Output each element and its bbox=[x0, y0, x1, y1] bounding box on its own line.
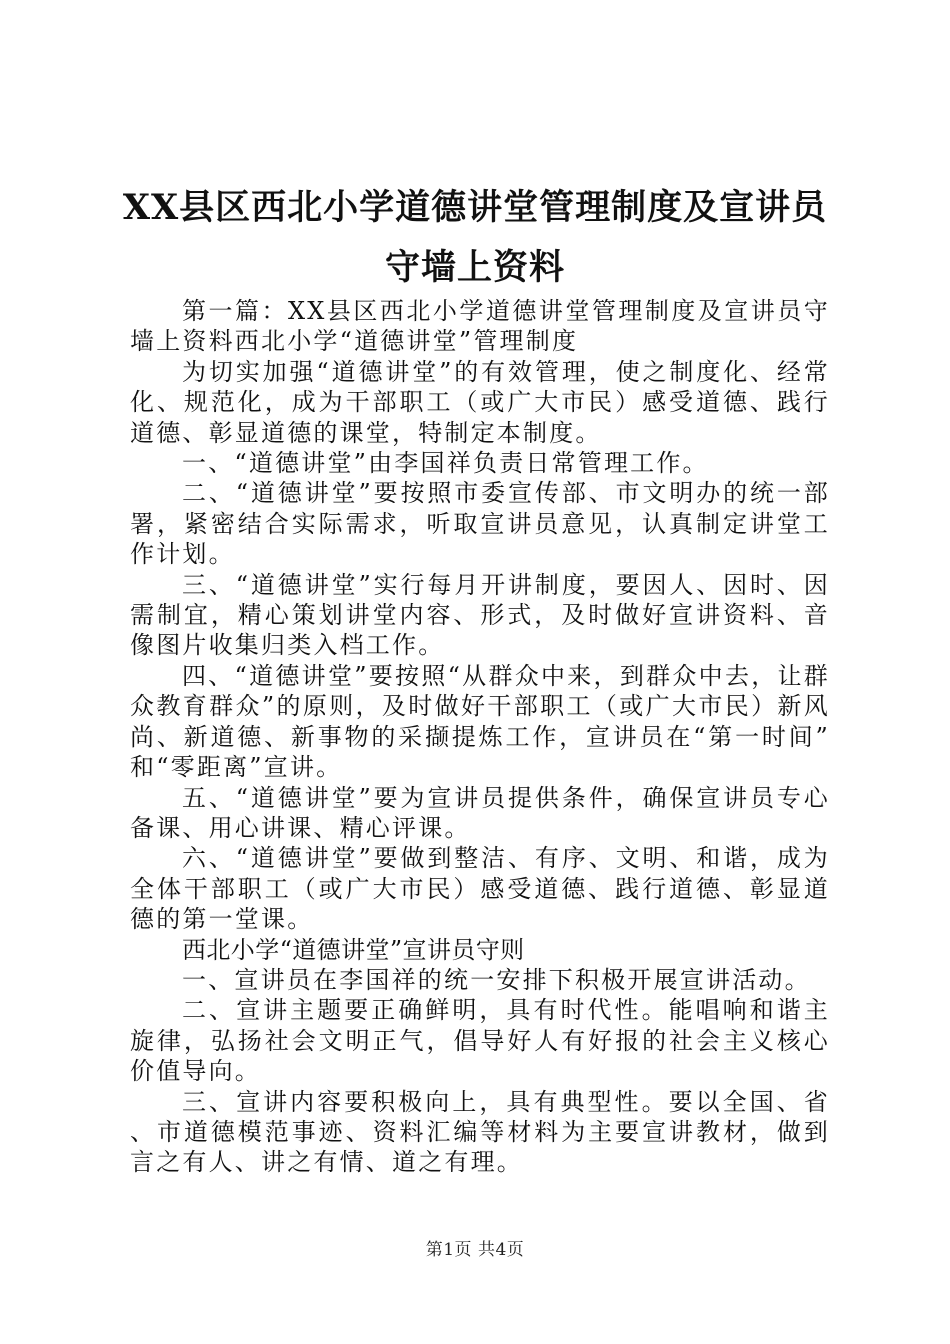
paragraph-rule-3: 三、“道德讲堂”实行每月开讲制度，要因人、因时、因需制宜，精心策划讲堂内容、形式，及时做好宣讲资料、音像图片收集归类入档工作。 bbox=[130, 570, 830, 660]
paragraph-speaker-rule-1: 一、宣讲员在李国祥的统一安排下积极开展宣讲活动。 bbox=[182, 965, 811, 994]
document-body bbox=[130, 296, 830, 1178]
section-heading-speaker-rules: 西北小学“道德讲堂”宣讲员守则 bbox=[182, 935, 525, 964]
paragraph-rule-4: 四、“道德讲堂”要按照“从群众中来，到群众中去，让群众教育群众”的原则，及时做好干部职工（或广大市民）新风尚、新道德、新事物的采撷提炼工作，宣讲员在“第一时间”和“零距离”宣讲。 bbox=[130, 661, 830, 782]
paragraph-rule-5: 五、“道德讲堂”要为宣讲员提供条件，确保宣讲员专心备课、用心讲课、精心评课。 bbox=[130, 783, 830, 842]
paragraph-speaker-rule-2: 二、宣讲主题要正确鲜明，具有时代性。能唱响和谐主旋律，弘扬社会文明正气，倡导好人有好报的社会主义核心价值导向。 bbox=[130, 996, 830, 1086]
paragraph-speaker-rule-3: 三、宣讲内容要积极向上，具有典型性。要以全国、省、市道德模范事迹、资料汇编等材料为主要宣讲教材，做到言之有人、讲之有情、道之有理。 bbox=[130, 1087, 830, 1177]
document-title-line-2: 守墙上资料 bbox=[384, 247, 565, 288]
page-number-footer: 第1页 共4页 bbox=[425, 1240, 525, 1260]
paragraph-rule-6: 六、“道德讲堂”要做到整洁、有序、文明、和谐，成为全体干部职工（或广大市民）感受道德、践行道德、彰显道德的第一堂课。 bbox=[130, 844, 830, 934]
paragraph-purpose: 为切实加强“道德讲堂”的有效管理，使之制度化、经常化、规范化，成为干部职工（或广大市民）感受道德、践行道德、彰显道德的课堂，特制定本制度。 bbox=[130, 357, 830, 447]
document-title-line-1: XX县区西北小学道德讲堂管理制度及宣讲员 bbox=[122, 187, 828, 228]
paragraph-intro: 第一篇：XX县区西北小学道德讲堂管理制度及宣讲员守墙上资料西北小学“道德讲堂”管理制度 bbox=[130, 297, 830, 356]
paragraph-rule-1: 一、“道德讲堂”由李国祥负责日常管理工作。 bbox=[182, 449, 709, 478]
paragraph-rule-2: 二、“道德讲堂”要按照市委宣传部、市文明办的统一部署，紧密结合实际需求，听取宣讲员意见，认真制定讲堂工作计划。 bbox=[130, 479, 830, 569]
